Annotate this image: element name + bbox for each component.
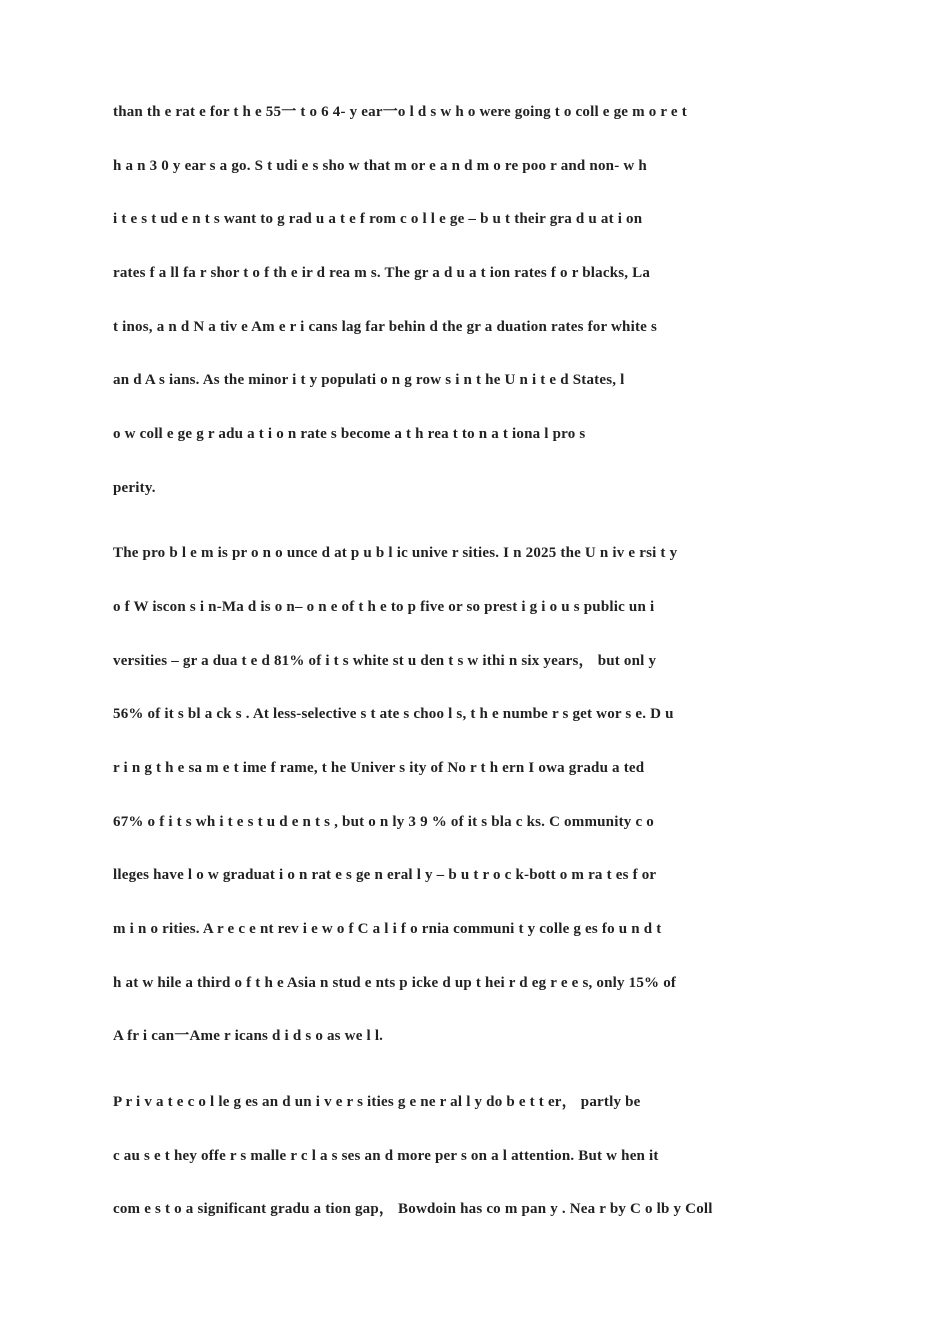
paragraph-1-line-3: i t e s t ud e n t s want to g rad u a t e f rom c o l l e ge – b u t their gra d u at i on xyxy=(113,211,643,227)
paragraph-2-line-9: h at w hile a third o f t h e Asia n stud e nts p icke d up t hei r d eg r e e s, only 15% of xyxy=(113,975,677,991)
paragraph-2-line-5: r i n g t h e sa m e t ime f rame, t he Univer s ity of No r t h ern I owa gradu a ted xyxy=(113,760,645,776)
paragraph-1-line-5: t inos, a n d N a tiv e Am e r i cans lag far behin d the gr a duation rates for white s xyxy=(113,319,658,335)
paragraph-3-line-3: com e s t o a significant gradu a tion gap， Bowdoin has co m pan y . Nea r by C o lb y Coll xyxy=(113,1201,713,1217)
paragraph-1-line-1: than th e rat e for t h e 55一 t o 6 4- y ear一o l d s w h o were going t o coll e ge m o r e t xyxy=(113,104,687,120)
paragraph-2-line-10: A fr i can一Ame r icans d i d s o as we l l. xyxy=(113,1028,384,1044)
paragraph-2-line-8: m i n o rities. A r e c e nt rev i e w o f C a l i f o rnia communi t y colle g es fo u n d t xyxy=(113,921,662,937)
paragraph-2-line-6: 67% o f i t s wh i t e s t u d e n t s , but o n ly 3 9 % of it s bla c ks. C ommunity c o xyxy=(113,814,654,830)
paragraph-1-line-2: h a n 3 0 y ear s a go. S t udi e s sho w that m or e a n d m o re poo r and non- w h xyxy=(113,158,647,174)
paragraph-3-line-2: c au s e t hey offe r s malle r c l a s ses an d more per s on a l attention. But w hen it xyxy=(113,1148,659,1164)
paragraph-1-line-6: an d A s ians. As the minor i t y populati o n g row s i n t he U n i t e d States, l xyxy=(113,372,625,388)
paragraph-1-line-4: rates f a ll fa r shor t o f th e ir d rea m s. The gr a d u a t ion rates f o r blacks, La xyxy=(113,265,651,281)
paragraph-2-line-3: versities – gr a dua t e d 81% of i t s white st u den t s w ithi n six years， but onl y xyxy=(113,653,657,669)
paragraph-2-line-7: lleges have l o w graduat i o n rat e s ge n eral l y – b u t r o c k-bott o m ra t es f or xyxy=(113,867,657,883)
paragraph-1-line-8: perity. xyxy=(113,480,156,496)
paragraph-1-line-7: o w coll e ge g r adu a t i o n rate s become a t h rea t to n a t iona l pro s xyxy=(113,426,586,442)
paragraph-3-line-1: P r i v a t e c o l le g es an d un i v e r s ities g e ne r al l y do b e t t er， partly be xyxy=(113,1094,641,1110)
paragraph-2-line-1: The pro b l e m is pr o n o unce d at p u b l ic unive r sities. I n 2025 the U n iv e rsi t y xyxy=(113,545,678,561)
paragraph-2-line-2: o f W iscon s i n-Ma d is o n– o n e of t h e to p five or so prest i g i o u s public un i xyxy=(113,599,655,615)
paragraph-2-line-4: 56% of it s bl a ck s . At less-selective s t ate s choo l s, t h e numbe r s get wor s e. D u xyxy=(113,706,674,722)
